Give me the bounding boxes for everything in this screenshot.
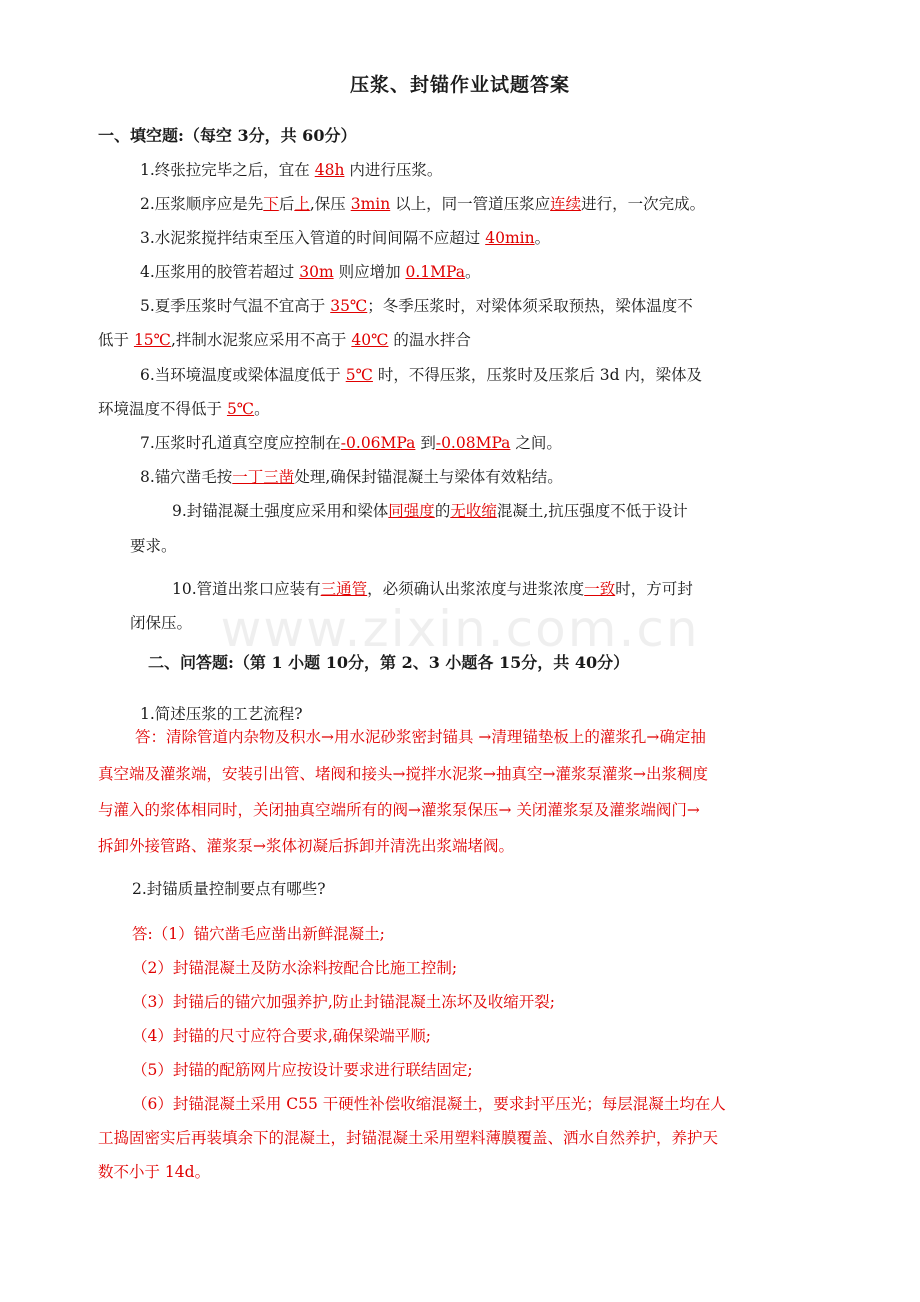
essay-answer-2-line: 数不小于 14d。 — [98, 1163, 211, 1181]
essay-answer-1-line: 答：清除管道内杂物及积水→用水泥砂浆密封锚具 →清理锚垫板上的灌浆孔→确定抽 — [135, 728, 706, 746]
essay-answer-2-line: （5）封锚的配筋网片应按设计要求进行联结固定; — [132, 1061, 473, 1079]
text: 。 — [534, 229, 551, 247]
question-7 — [140, 432, 562, 454]
document-title: 压浆、封锚作业试题答案 — [349, 74, 570, 96]
question-5-line-2 — [98, 329, 471, 351]
answer-blank: 15℃ — [133, 331, 171, 349]
text: 低于 — [98, 331, 134, 349]
text: 的 — [434, 502, 451, 520]
answer-blank: 三通管 — [320, 580, 368, 598]
text: 环境温度不得低于 — [98, 400, 227, 418]
answer-blank: 3min — [350, 195, 391, 213]
answer-blank: 一丁三凿 — [232, 468, 295, 486]
text: ，必须确认出浆浓度与进浆浓度 — [367, 580, 585, 598]
text: 4.压浆用的胶管若超过 — [140, 263, 300, 281]
question-9-line-2: 要求。 — [130, 537, 177, 555]
answer-blank: 0.1MPa — [405, 263, 465, 281]
text: 10.管道出浆口应装有 — [172, 580, 321, 598]
text: 2.压浆顺序应是先 — [140, 195, 264, 213]
text: 进行，一次完成。 — [581, 195, 706, 213]
question-10-line-1 — [172, 578, 693, 600]
question-9-line-1 — [172, 500, 688, 522]
answer-blank: 5℃ — [345, 366, 373, 384]
text: 6.当环境温度或梁体温度低于 — [140, 366, 346, 384]
text: 5.夏季压浆时气温不宜高于 — [140, 297, 331, 315]
question-8 — [140, 466, 563, 488]
answer-blank: 40℃ — [351, 331, 389, 349]
text: 时，方可封 — [615, 580, 693, 598]
answer-blank: 无收缩 — [450, 502, 497, 520]
text: 后 — [278, 195, 295, 213]
section1-heading: 一、填空题:（每空 3分，共 60分） — [98, 126, 357, 145]
text: 混凝土,抗压强度不低于设计 — [496, 502, 688, 520]
answer-blank: 下 — [263, 195, 279, 213]
text: 7.压浆时孔道真空度应控制在 — [140, 434, 341, 452]
answer-blank: 35℃ — [330, 297, 368, 315]
essay-answer-1-line: 与灌入的浆体相同时，关闭抽真空端所有的阀→灌浆泵保压→ 关闭灌浆泵及灌浆端阀门→ — [98, 801, 700, 819]
answer-blank: 5℃ — [226, 400, 255, 418]
essay-answer-2-line: 工捣固密实后再装填余下的混凝土，封锚混凝土采用塑料薄膜覆盖、洒水自然养护，养护天 — [98, 1129, 719, 1147]
text: ；冬季压浆时，对梁体须采取预热，梁体温度不 — [367, 297, 693, 315]
essay-answer-2-line: （2）封锚混凝土及防水涂料按配合比施工控制; — [132, 959, 458, 977]
essay-question-2: 2.封锚质量控制要点有哪些? — [132, 880, 326, 898]
text: 1.终张拉完毕之后，宜在 — [140, 161, 315, 179]
answer-blank: 48h — [314, 161, 345, 179]
text: 内进行压浆。 — [344, 161, 443, 179]
text: 3.水泥浆搅拌结束至压入管道的时间间隔不应超过 — [140, 229, 486, 247]
section2-heading: 二、问答题:（第 1 小题 10分，第 2、3 小题各 15分，共 40分） — [148, 653, 630, 672]
question-1 — [140, 159, 442, 181]
answer-blank: 上 — [294, 195, 310, 213]
answer-blank: -0.06MPa — [340, 434, 416, 452]
text: 。 — [465, 263, 481, 281]
answer-blank: 30m — [299, 263, 334, 281]
watermark: www.zixin.com.cn — [220, 600, 700, 658]
text: 到 — [415, 434, 436, 452]
question-10-line-2: 闭保压。 — [130, 614, 193, 632]
answer-blank: 40min — [485, 229, 535, 247]
text: 。 — [254, 400, 270, 418]
answer-blank: 同强度 — [388, 502, 435, 520]
essay-answer-1-line: 真空端及灌浆端，安装引出管、堵阀和接头→搅拌水泥浆→抽真空→灌浆泵灌浆→出浆稠度 — [98, 765, 708, 783]
text: 之间。 — [510, 434, 562, 452]
essay-answer-2-line: （3）封锚后的锚穴加强养护,防止封锚混凝土冻坏及收缩开裂; — [132, 993, 556, 1011]
question-6-line-2 — [98, 398, 270, 420]
question-2 — [140, 193, 705, 215]
text: 9.封锚混凝土强度应采用和梁体 — [172, 502, 389, 520]
answer-blank: -0.08MPa — [435, 434, 511, 452]
essay-answer-2-line: （4）封锚的尺寸应符合要求,确保梁端平顺; — [132, 1027, 432, 1045]
text: 时，不得压浆，压浆时及压浆后 3d 内，梁体及 — [372, 366, 702, 384]
question-3 — [140, 227, 550, 249]
text: ,保压 — [309, 195, 351, 213]
answer-blank: 连续 — [550, 195, 582, 213]
essay-question-1: 1.简述压浆的工艺流程? — [140, 705, 303, 723]
question-4 — [140, 261, 481, 283]
essay-answer-2-line: （6）封锚混凝土采用 C55 干硬性补偿收缩混凝土，要求封平压光；每层混凝土均在人 — [132, 1095, 726, 1113]
question-5-line-1 — [140, 295, 693, 317]
text: ,拌制水泥浆应采用不高于 — [171, 331, 352, 349]
text: 则应增加 — [333, 263, 406, 281]
text: 以上，同一管道压浆应 — [390, 195, 551, 213]
question-6-line-1 — [140, 364, 702, 386]
text: 处理,确保封锚混凝土与梁体有效粘结。 — [294, 468, 563, 486]
essay-answer-2-line: 答:（1）锚穴凿毛应凿出新鲜混凝土; — [132, 925, 385, 943]
text: 8.锚穴凿毛按 — [140, 468, 233, 486]
text: 的温水拌合 — [388, 331, 471, 349]
answer-blank: 一致 — [584, 580, 616, 598]
essay-answer-1-line: 拆卸外接管路、灌浆泵→浆体初凝后拆卸并清洗出浆端堵阀。 — [98, 837, 514, 855]
